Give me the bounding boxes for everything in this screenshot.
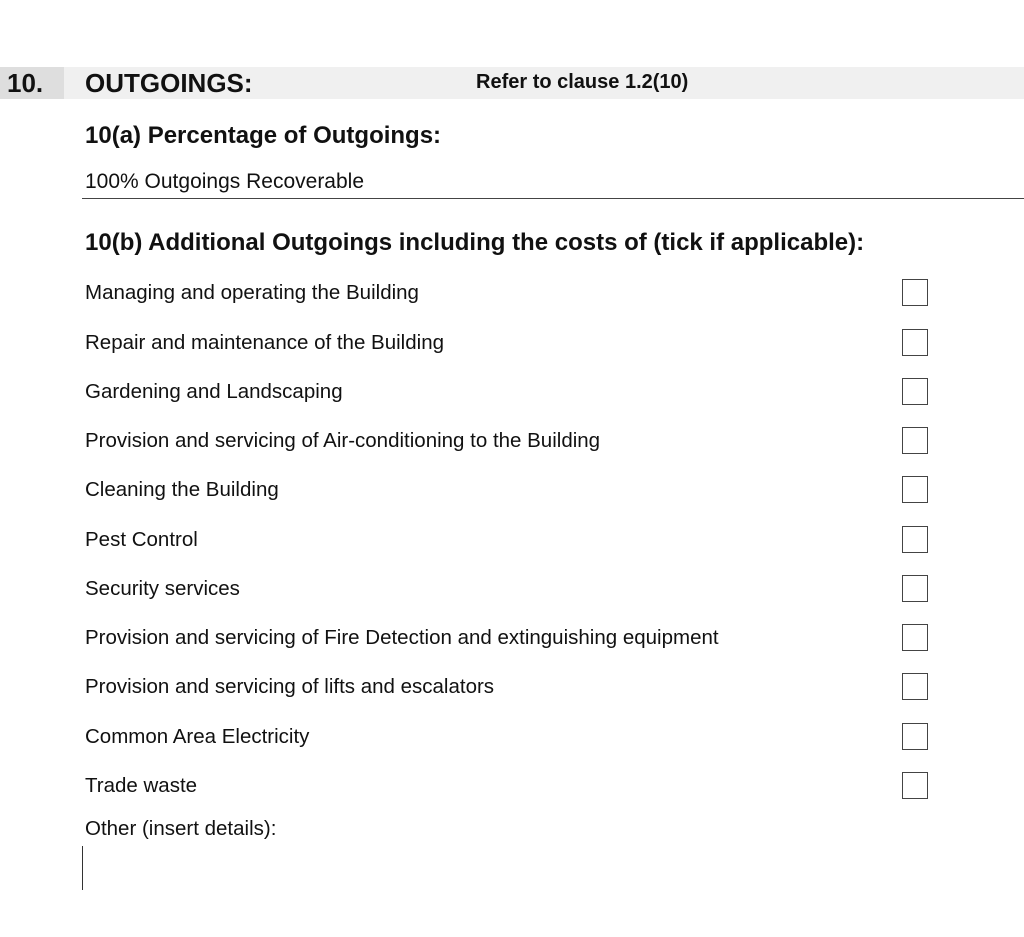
checklist-item-label: Trade waste — [85, 774, 198, 797]
checklist-item-label: Pest Control — [85, 528, 198, 551]
checklist-checkbox[interactable] — [902, 772, 928, 799]
checklist-item — [85, 427, 935, 457]
section-number: 10. — [7, 68, 44, 98]
percentage-value[interactable]: 100% Outgoings Recoverable — [85, 170, 365, 193]
checklist-checkbox[interactable] — [902, 723, 928, 750]
checklist-item-label: Managing and operating the Building — [85, 281, 419, 304]
checklist-item — [85, 575, 935, 605]
checklist-item-label: Cleaning the Building — [85, 478, 279, 501]
checklist-checkbox[interactable] — [902, 427, 928, 454]
checklist-checkbox[interactable] — [902, 329, 928, 356]
checklist-checkbox[interactable] — [902, 526, 928, 553]
checklist-item — [85, 624, 935, 654]
checklist-checkbox[interactable] — [902, 476, 928, 503]
percentage-heading: 10(a) Percentage of Outgoings: — [85, 122, 442, 149]
checklist-checkbox[interactable] — [902, 279, 928, 306]
section-title: OUTGOINGS: — [85, 68, 253, 98]
checklist-item — [85, 772, 935, 802]
checklist-item-label: Provision and servicing of Air-conditioning to the Building — [85, 429, 601, 452]
checklist-checkbox[interactable] — [902, 378, 928, 405]
checklist-checkbox[interactable] — [902, 673, 928, 700]
checklist-item — [85, 378, 935, 408]
checklist-item — [85, 279, 935, 309]
other-details-label: Other (insert details): — [85, 817, 277, 840]
checklist-checkbox[interactable] — [902, 575, 928, 602]
checklist-item-label: Security services — [85, 577, 240, 600]
text-cursor — [82, 846, 83, 890]
checklist-checkbox[interactable] — [902, 624, 928, 651]
checklist-item — [85, 526, 935, 556]
checklist-item-label: Common Area Electricity — [85, 725, 310, 748]
checklist-item — [85, 329, 935, 359]
checklist-item — [85, 476, 935, 506]
checklist-item-label: Provision and servicing of Fire Detection and extinguishing equipment — [85, 626, 719, 649]
checklist-item — [85, 723, 935, 753]
additional-outgoings-heading: 10(b) Additional Outgoings including the costs of (tick if applicable): — [85, 229, 865, 256]
checklist-item-label: Provision and servicing of lifts and escalators — [85, 675, 495, 698]
other-details-field[interactable] — [82, 846, 982, 890]
checklist-item — [85, 673, 935, 703]
clause-reference: Refer to clause 1.2(10) — [476, 71, 689, 93]
checklist-item-label: Repair and maintenance of the Building — [85, 331, 444, 354]
checklist-item-label: Gardening and Landscaping — [85, 380, 343, 403]
